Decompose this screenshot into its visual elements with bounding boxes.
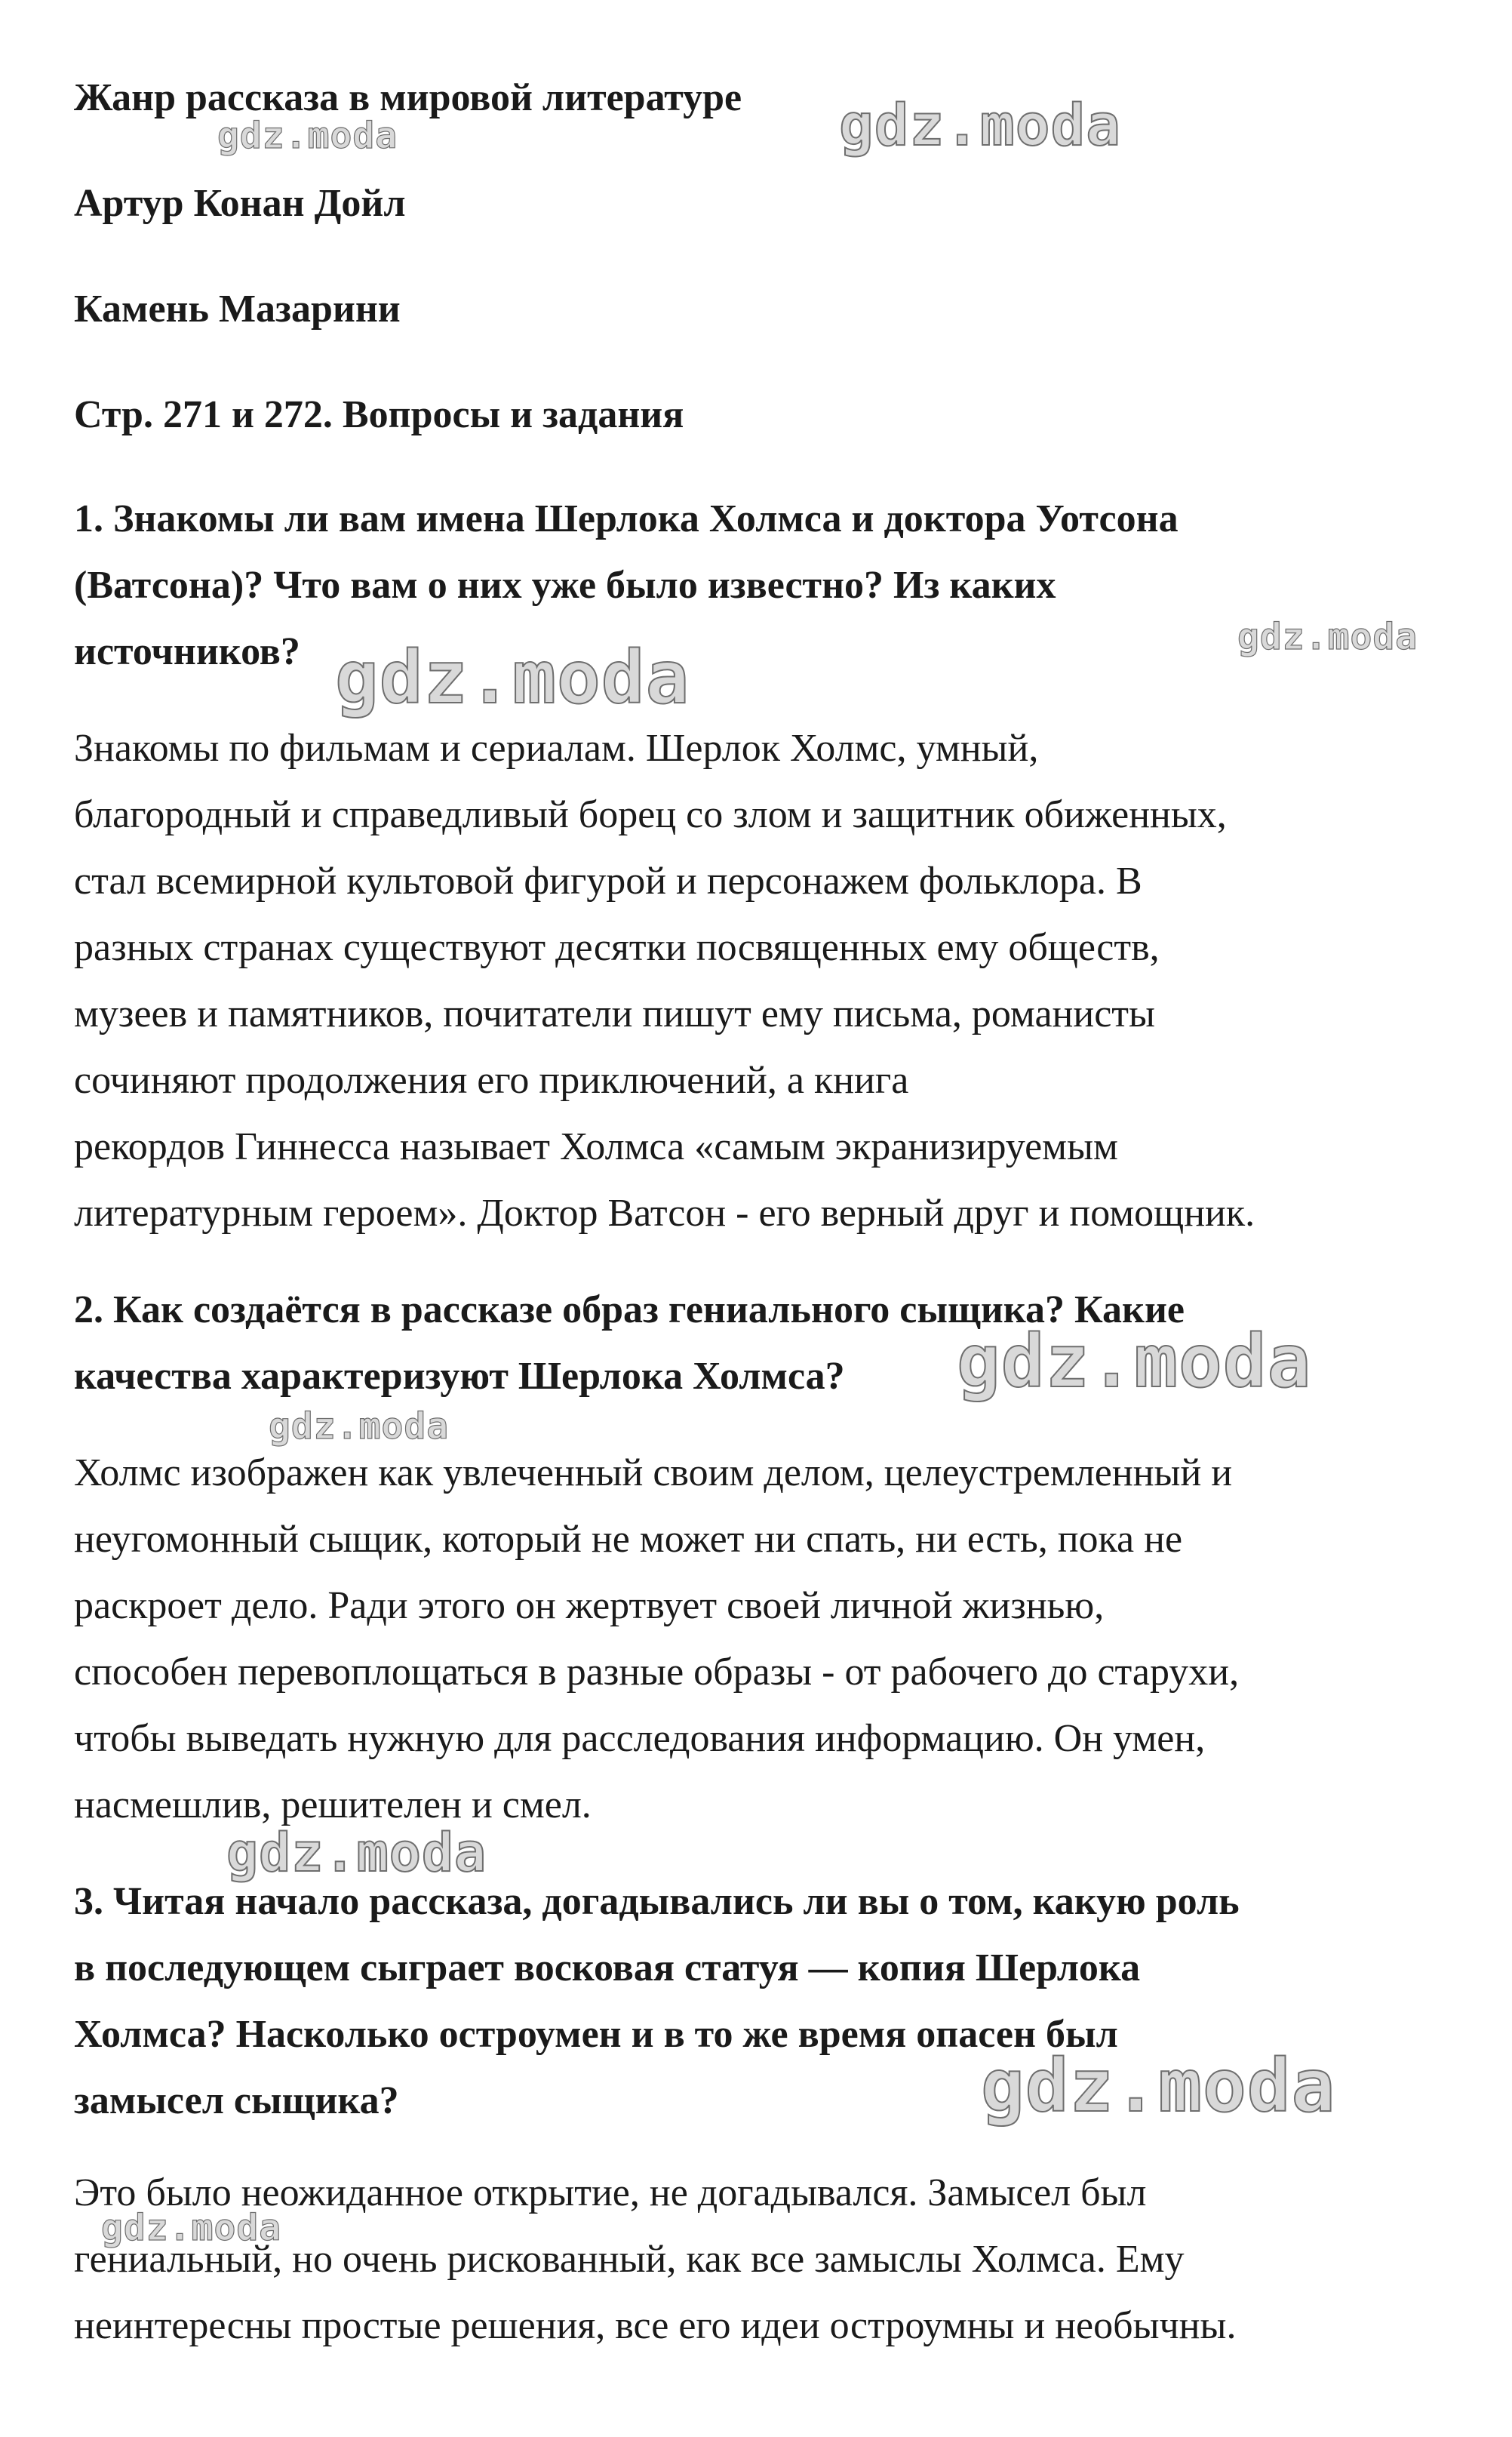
q2-answer-line: неугомонный сыщик, который не может ни спать, ни есть, пока не (74, 1518, 1183, 1561)
author-name: Артур Конан Дойл (74, 182, 406, 225)
q3-question-line: 3. Читая начало рассказа, догадывались ли вы о том, какую роль (74, 1880, 1240, 1923)
q2-answer-line: раскроет дело. Ради этого он жертвует своей личной жизнью, (74, 1584, 1105, 1627)
q3-question-line: замысел сыщика? (74, 2079, 399, 2122)
q3-answer-line: гениальный, но очень рискованный, как все замыслы Холмса. Ему (74, 2238, 1185, 2281)
watermark: gdz.moda (981, 2044, 1336, 2128)
watermark: gdz.moda (839, 91, 1122, 158)
section-title: Жанр рассказа в мировой литературе (74, 76, 742, 119)
q3-question-line: Холмса? Насколько остроумен и в то же время опасен был (74, 2013, 1118, 2056)
q1-answer-line: литературным героем». Доктор Ватсон - его верный друг и помощник. (74, 1192, 1255, 1235)
q3-answer-line: неинтересны простые решения, все его идеи остроумны и необычны. (74, 2304, 1237, 2347)
story-title: Камень Мазарини (74, 288, 401, 331)
watermark: gdz.moda (217, 115, 398, 157)
q2-answer-line: насмешлив, решителен и смел. (74, 1783, 592, 1826)
q2-question-line: качества характеризуют Шерлока Холмса? (74, 1355, 845, 1398)
q1-answer-line: музеев и памятников, почитатели пишут ему письма, романисты (74, 992, 1155, 1035)
q1-answer-line: благородный и справедливый борец со злом и защитник обиженных, (74, 793, 1227, 836)
q3-question-line: в последующем сыграет восковая статуя — копия Шерлока (74, 1946, 1141, 1989)
watermark: gdz.moda (269, 1405, 450, 1448)
q2-answer-line: способен перевоплощаться в разные образы - от рабочего до старухи, (74, 1651, 1240, 1694)
q2-question-line: 2. Как создаётся в рассказе образ гениального сыщика? Какие (74, 1288, 1185, 1331)
watermark: gdz.moda (226, 1822, 487, 1884)
pages-heading: Стр. 271 и 272. Вопросы и задания (74, 393, 684, 436)
watermark: gdz.moda (335, 635, 690, 720)
q2-answer-line: чтобы выведать нужную для расследования информацию. Он умен, (74, 1717, 1206, 1760)
watermark: gdz.moda (957, 1319, 1312, 1404)
q1-answer-line: разных странах существуют десятки посвященных ему обществ, (74, 926, 1160, 969)
watermark: gdz.moda (1237, 616, 1418, 658)
q1-question-line: источников? (74, 630, 300, 673)
q1-question-line: 1. Знакомы ли вам имена Шерлока Холмса и доктора Уотсона (74, 497, 1179, 540)
q1-question-line: (Ватсона)? Что вам о них уже было известно? Из каких (74, 564, 1056, 607)
q1-answer-line: стал всемирной культовой фигурой и персонажем фольклора. В (74, 860, 1142, 903)
q1-answer-line: рекордов Гиннесса называет Холмса «самым экранизируемым (74, 1125, 1118, 1168)
watermark: gdz.moda (101, 2207, 282, 2249)
q1-answer-line: сочиняют продолжения его приключений, а книга (74, 1059, 909, 1102)
q2-answer-line: Холмс изображен как увлеченный своим делом, целеустремленный и (74, 1451, 1233, 1494)
q3-answer-line: Это было неожиданное открытие, не догадывался. Замысел был (74, 2171, 1147, 2214)
q1-answer-line: Знакомы по фильмам и сериалам. Шерлок Холмс, умный, (74, 727, 1039, 770)
